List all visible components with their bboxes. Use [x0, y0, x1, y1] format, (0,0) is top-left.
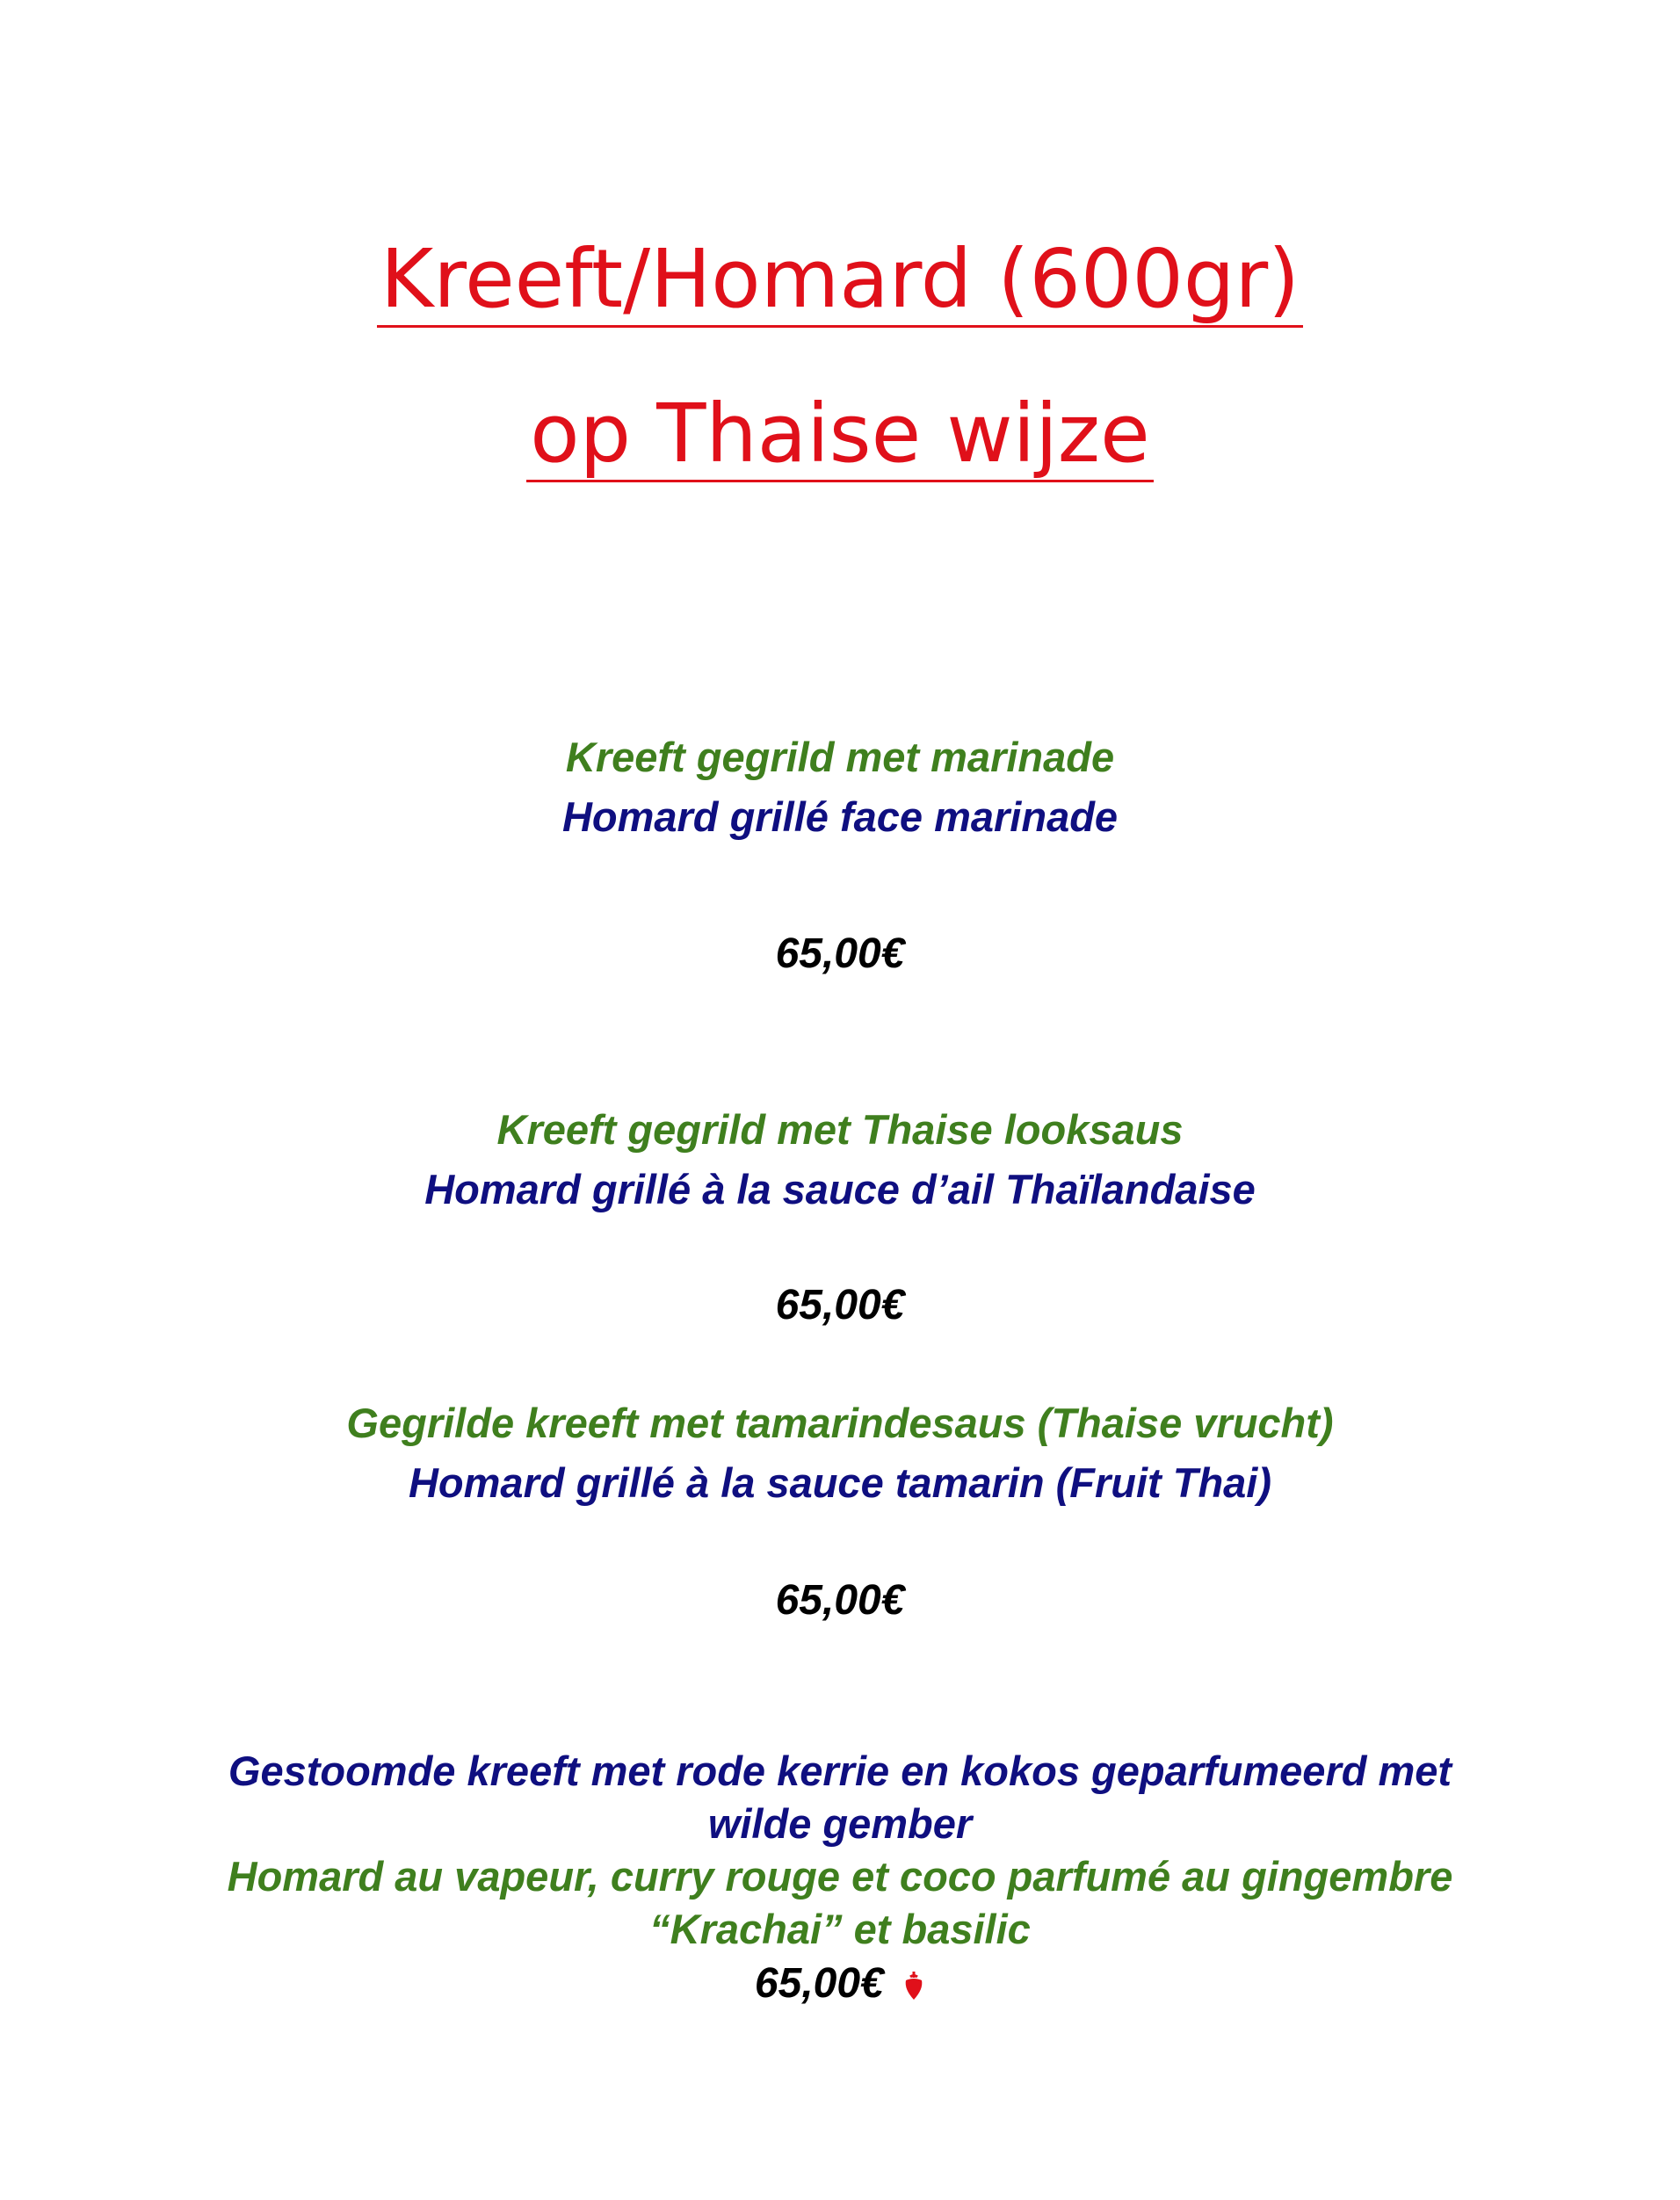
chili-pepper-icon	[902, 1970, 925, 2001]
item-2-french: Homard grillé à la sauce d’ail Thaïlandaise	[424, 1166, 1256, 1212]
item-2-price: 65,00€	[775, 1282, 905, 1328]
item-4-french-line-1: Homard au vapeur, curry rouge et coco parfumé au gingembre	[227, 1853, 1453, 1900]
item-4-dutch-line-2: wilde gember	[707, 1800, 973, 1847]
item-1-price: 65,00€	[775, 930, 905, 977]
item-3-dutch: Gegrilde kreeft met tamarindesaus (Thaise vrucht)	[346, 1400, 1334, 1446]
item-3-price: 65,00€	[775, 1577, 905, 1624]
menu-title-text-1: Kreeft/Homard (600gr)	[377, 239, 1303, 328]
item-1-dutch: Kreeft gegrild met marinade	[565, 734, 1115, 780]
item-2-dutch: Kreeft gegrild met Thaise looksaus	[496, 1106, 1184, 1153]
menu-title-line-1	[0, 232, 1680, 328]
menu-title-text-2: op Thaise wijze	[526, 394, 1153, 482]
item-4-french-line-2: “Krachai” et basilic	[649, 1906, 1031, 1952]
item-4-dutch-line-1: Gestoomde kreeft met rode kerrie en kokos geparfumeerd met	[228, 1748, 1452, 1794]
item-4-price: 65,00€	[754, 1960, 884, 2007]
item-4-price-row	[0, 1960, 1680, 2007]
menu-title-line-2	[0, 387, 1680, 482]
item-1-french: Homard grillé face marinade	[561, 793, 1119, 840]
item-3-french: Homard grillé à la sauce tamarin (Fruit Thai)	[408, 1459, 1272, 1506]
